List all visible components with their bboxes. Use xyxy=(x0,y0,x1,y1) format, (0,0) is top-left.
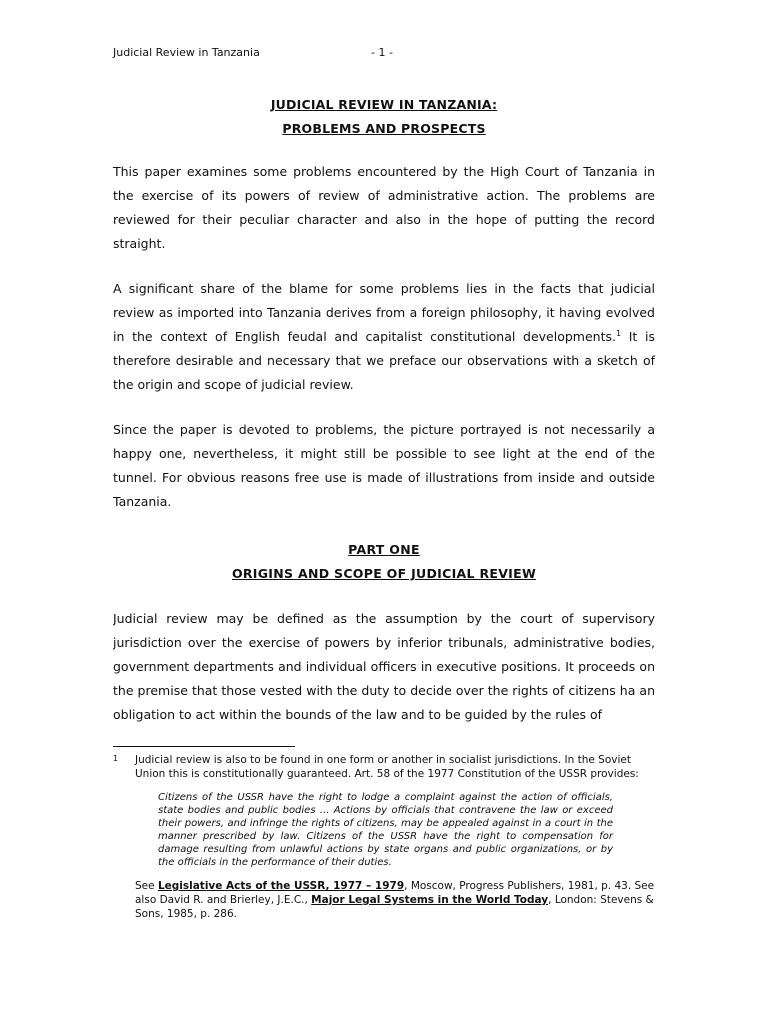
page-number: - 1 - xyxy=(371,46,393,59)
citation-end: , London: Stevens & Sons, 1985, p. 286. xyxy=(135,894,654,920)
running-header xyxy=(113,46,655,60)
footnote-marker[interactable]: 1 xyxy=(615,328,622,338)
blame-paragraph-text: A significant share of the blame for some problems lies in the facts that judicial review as imported into Tanzania derives from a foreign philosophy, it having evolved in the context of English feudal and capitalist constitutional developments. xyxy=(113,281,655,344)
section-heading: ORIGINS AND SCOPE OF JUDICIAL REVIEW xyxy=(231,566,537,581)
intro-paragraph: This paper examines some problems encountered by the High Court of Tanzania in the exercise of its powers of review of administrative action. The problems are reviewed for their peculiar character and also in the hope of putting the record straight. xyxy=(113,164,655,251)
citation-book-major-legal-systems: Major Legal Systems in the World Today xyxy=(311,894,549,906)
footnote-divider xyxy=(113,746,295,747)
part-one-heading-block xyxy=(113,538,655,586)
running-title: Judicial Review in Tanzania xyxy=(113,46,260,59)
citation-middle: , Moscow, Progress Publishers, 1981, p. 43. See also David R. and Brierley, J.E.C., xyxy=(135,880,655,906)
document-title: JUDICIAL REVIEW IN TANZANIA: xyxy=(270,97,498,112)
footnote-text: Judicial review is also to be found in one form or another in socialist jurisdictions. In the Soviet Union this is constitutionally guaranteed. Art. 58 of the 1977 Constitution of the USSR provides: xyxy=(135,754,639,780)
document-title-block xyxy=(113,93,655,141)
part-label: PART ONE xyxy=(348,542,420,557)
definition-paragraph: Judicial review may be defined as the assumption by the court of supervisory jurisdiction over the exercise of powers by inferior tribunals, administrative bodies, government departments and individual officers in executive positions. It proceeds on the premise that those vested with the duty to decide over the rights of citizens ha an obligation to act within the bounds of the law and to be guided by the rules of xyxy=(113,611,655,722)
footnote-number: 1 xyxy=(113,754,119,763)
document-subtitle: PROBLEMS AND PROSPECTS xyxy=(282,121,486,136)
citation-prefix: See xyxy=(135,880,158,892)
footnote-citation xyxy=(135,879,657,921)
citation-book-legislative-acts: Legislative Acts of the USSR, 1977 – 1979 xyxy=(157,880,405,892)
blame-paragraph xyxy=(113,277,655,397)
problems-paragraph: Since the paper is devoted to problems, the picture portrayed is not necessarily a happy one, nevertheless, it might still be possible to see light at the end of the tunnel. For obvious reasons free use is made of illustrations from inside and outside Tanzania. xyxy=(113,422,655,509)
footnote-quote: Citizens of the USSR have the right to lodge a complaint against the action of officials, state bodies and public bodies ... Actions by officials that contravene the law or exceed their powers, and infringe the rights of citizens, may be appealed against in a court in the manner prescribed by law. Citizens of the USSR have the right to compensation for damage resulting from unlawful actions by state organs and public organizations, or by the officials in the performance of their duties. xyxy=(158,792,613,868)
blame-paragraph-continuation: It is therefore desirable and necessary that we preface our observations with a sketch of the origin and scope of judicial review. xyxy=(113,329,655,392)
